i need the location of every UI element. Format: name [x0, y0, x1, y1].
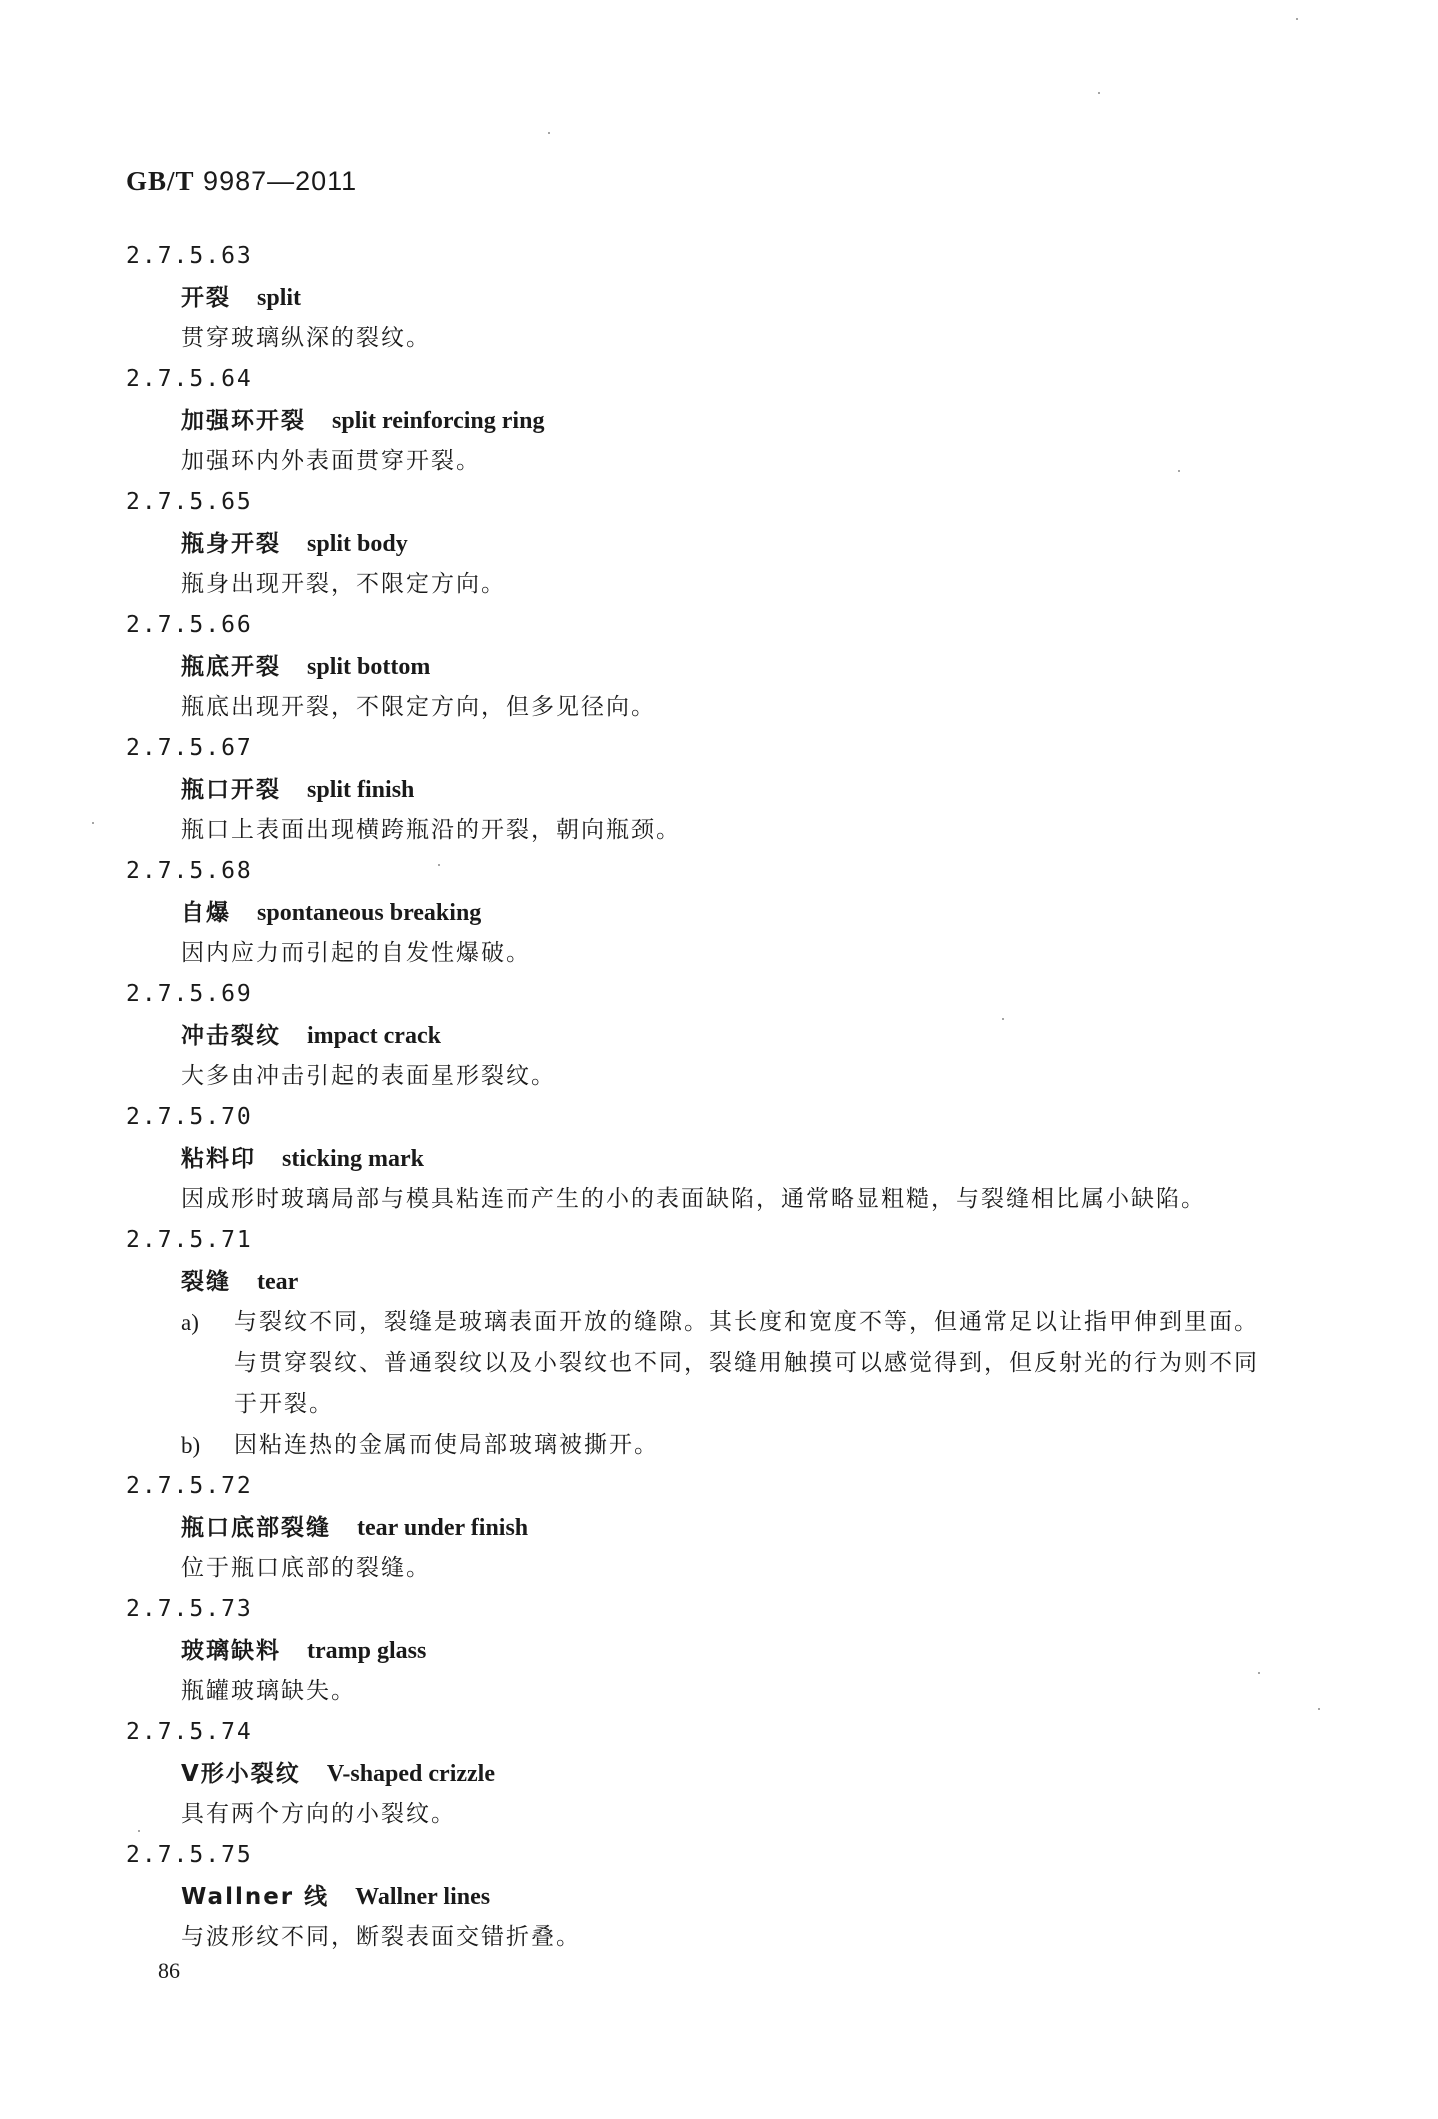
term-english: spontaneous breaking [257, 900, 482, 926]
standard-header [126, 166, 357, 197]
term-english: split [257, 285, 302, 311]
entry-number: 2.7.5.64 [126, 366, 253, 392]
entries-list [0, 236, 1438, 1958]
term-chinese: 裂缝 [181, 1269, 231, 1295]
standard-prefix: GB/T [126, 166, 195, 196]
page-number: 86 [158, 1958, 180, 1983]
entry-definition: 因内应力而引起的自发性爆破。 [181, 940, 531, 966]
entry-term [181, 892, 1438, 933]
entry-number: 2.7.5.73 [126, 1596, 253, 1622]
entry-number: 2.7.5.68 [126, 858, 253, 884]
entry-number: 2.7.5.72 [126, 1473, 253, 1499]
scan-speck [1002, 1018, 1004, 1020]
item-line: 与贯穿裂纹、普通裂纹以及小裂纹也不同，裂缝用触摸可以感觉得到，但反射光的行为则不同 [234, 1350, 1259, 1376]
term-english: tear [257, 1269, 299, 1295]
term-english: tear under finish [357, 1515, 529, 1541]
term-chinese: 加强环开裂 [181, 408, 306, 434]
term-chinese: 粘料印 [181, 1146, 256, 1172]
scan-speck [1098, 92, 1100, 94]
term-english: Wallner lines [355, 1884, 491, 1910]
scan-speck [1318, 1708, 1320, 1710]
term-english: split body [307, 531, 408, 557]
entry-term [181, 1876, 1438, 1917]
entry-term [181, 646, 1438, 687]
entry-number: 2.7.5.70 [126, 1104, 253, 1130]
entry-term [181, 277, 1438, 318]
entry-definition: 瓶罐玻璃缺失。 [181, 1678, 356, 1704]
entry-definition: 加强环内外表面贯穿开裂。 [181, 448, 481, 474]
entry-definition: 具有两个方向的小裂纹。 [181, 1801, 456, 1827]
scan-speck [1258, 1672, 1260, 1674]
entry-term [181, 1753, 1438, 1794]
term-chinese: 瓶口开裂 [181, 777, 281, 803]
term-english: split bottom [307, 654, 431, 680]
term-english: impact crack [307, 1023, 441, 1049]
item-line: 与裂纹不同，裂缝是玻璃表面开放的缝隙。其长度和宽度不等，但通常足以让指甲伸到里面。 [234, 1309, 1259, 1335]
item-line: 于开裂。 [234, 1391, 334, 1417]
entry-term [181, 1630, 1438, 1671]
entry-number: 2.7.5.75 [126, 1842, 253, 1868]
term-chinese: 瓶身开裂 [181, 531, 281, 557]
scan-speck [438, 864, 440, 866]
term-english: V-shaped crizzle [326, 1761, 495, 1787]
item-marker: b) [181, 1433, 201, 1458]
entry-definition: 大多由冲击引起的表面星形裂纹。 [181, 1063, 556, 1089]
entry-number: 2.7.5.63 [126, 243, 253, 269]
entry-number: 2.7.5.66 [126, 612, 253, 638]
entry-term [181, 523, 1438, 564]
entry-term [181, 400, 1438, 441]
term-chinese: 瓶口底部裂缝 [181, 1515, 331, 1541]
entry-term [181, 1507, 1438, 1548]
entry-definition: 瓶底出现开裂，不限定方向，但多见径向。 [181, 694, 656, 720]
entry-definition: 因成形时玻璃局部与模具粘连而产生的小的表面缺陷，通常略显粗糙，与裂缝相比属小缺陷。 [181, 1186, 1206, 1212]
entry-number: 2.7.5.69 [126, 981, 253, 1007]
entry-number: 2.7.5.74 [126, 1719, 253, 1745]
entry-number: 2.7.5.67 [126, 735, 253, 761]
term-chinese: 冲击裂纹 [181, 1023, 281, 1049]
scan-speck [1296, 18, 1298, 20]
term-english: split reinforcing ring [332, 408, 545, 434]
term-chinese: 玻璃缺料 [181, 1638, 281, 1664]
entry-definition: 位于瓶口底部的裂缝。 [181, 1555, 431, 1581]
entry-term [181, 1138, 1438, 1179]
scan-speck [1178, 470, 1180, 472]
entry-term [181, 1015, 1438, 1056]
entry-definition: 与波形纹不同，断裂表面交错折叠。 [181, 1924, 581, 1950]
entry-definition: 瓶身出现开裂，不限定方向。 [181, 571, 506, 597]
entry-number: 2.7.5.65 [126, 489, 253, 515]
entry-definition: 贯穿玻璃纵深的裂纹。 [181, 325, 431, 351]
scan-speck [548, 132, 550, 134]
term-chinese: Wallner 线 [181, 1884, 330, 1910]
definition-item-b [181, 1425, 1438, 1466]
item-marker: a) [181, 1310, 199, 1335]
entry-term [181, 769, 1438, 810]
entry-number: 2.7.5.71 [126, 1227, 253, 1253]
scan-speck [138, 1830, 140, 1832]
term-chinese: 瓶底开裂 [181, 654, 281, 680]
term-chinese: V形小裂纹 [181, 1761, 301, 1787]
definition-item-a [181, 1302, 1438, 1425]
term-english: split finish [307, 777, 415, 803]
term-english: sticking mark [282, 1146, 425, 1172]
item-line: 因粘连热的金属而使局部玻璃被撕开。 [234, 1432, 659, 1458]
entry-term [181, 1261, 1438, 1302]
standard-number: 9987—2011 [203, 166, 358, 196]
term-english: tramp glass [307, 1638, 427, 1664]
entry-definition: 瓶口上表面出现横跨瓶沿的开裂，朝向瓶颈。 [181, 817, 681, 843]
term-chinese: 开裂 [181, 285, 231, 311]
term-chinese: 自爆 [181, 900, 231, 926]
scan-speck [92, 822, 94, 824]
